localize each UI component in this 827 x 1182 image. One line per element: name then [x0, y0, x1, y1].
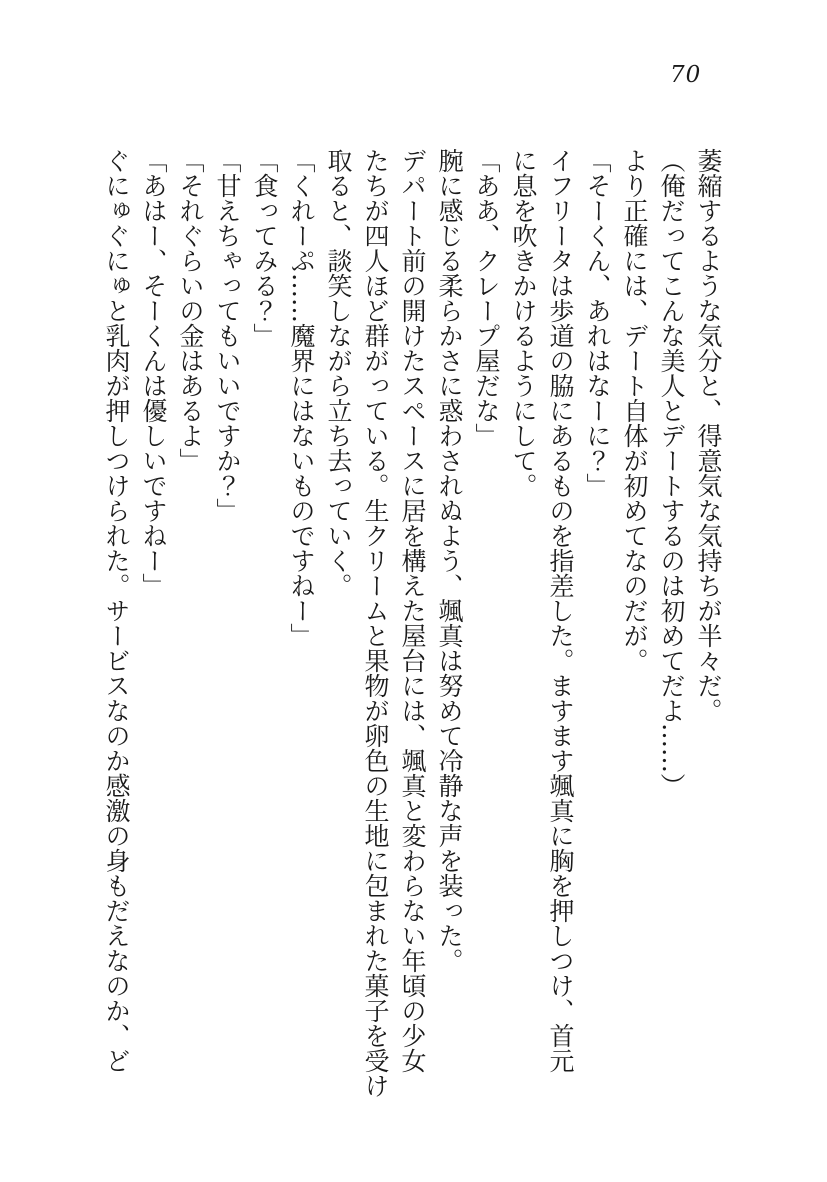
text-line: に息を吹きかけるようにして。: [509, 148, 538, 498]
text-line: 「食ってみる？」: [250, 148, 279, 348]
text-line: 「それぐらいの金はあるよ」: [176, 148, 205, 473]
text-line: 腕に感じる柔らかさに惑わされぬよう、颯真は努めて冷静な声を装った。: [435, 148, 464, 973]
text-block: [98, 148, 727, 1098]
text-line: たちが四人ほど群がっている。生クリームと果物が卵色の生地に包まれた菓子を受け: [361, 148, 390, 1098]
text-line: （俺だってこんな美人とデートするのは初めてだよ……）: [657, 148, 686, 798]
text-line: 「甘えちゃってもいいですか？」: [213, 148, 242, 523]
text-line: より正確には、デート自体が初めてなのだが。: [620, 148, 649, 673]
text-line: 「くれーぷ……魔界にはないものですねー」: [287, 148, 316, 648]
text-line: 「そーくん、あれはなーに？」: [583, 148, 612, 498]
page-number: 70: [670, 62, 702, 88]
text-line: イフリータは歩道の脇にあるものを指差した。ますます颯真に胸を押しつけ、首元: [546, 148, 575, 1073]
text-line: 萎縮するような気分と、得意気な気持ちが半々だ。: [694, 148, 723, 723]
text-line: デパート前の開けたスペースに居を構えた屋台には、颯真と変わらない年頃の少女: [398, 148, 427, 1073]
text-line: 取ると、談笑しながら立ち去っていく。: [324, 148, 353, 598]
text-line: ぐにゅぐにゅと乳肉が押しつけられた。サービスなのか感激の身もだえなのか、ど: [102, 148, 131, 1073]
text-line: 「ああ、クレープ屋だな」: [472, 148, 501, 448]
text-line: 「あはー、そーくんは優しいですねー」: [139, 148, 168, 598]
